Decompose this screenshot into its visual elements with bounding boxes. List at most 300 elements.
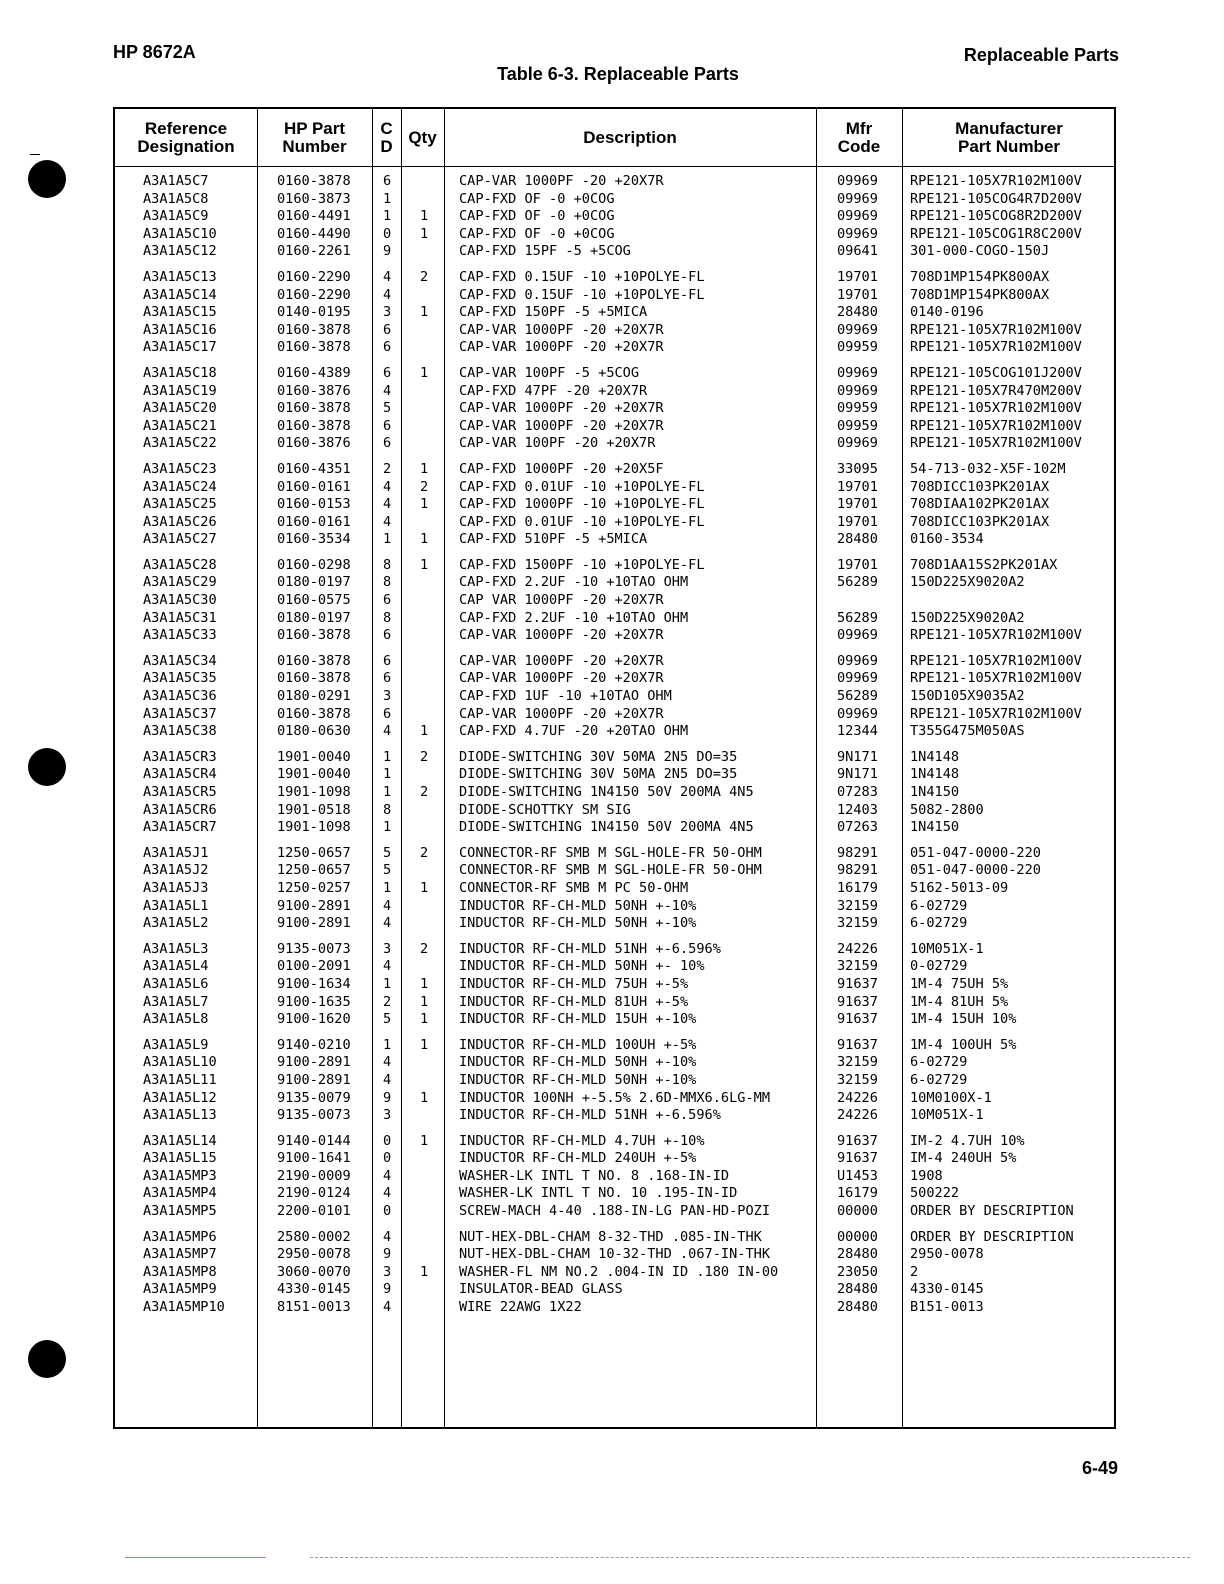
cell-mfr: 09969: [837, 652, 878, 669]
cell-mpn: 10M051X-1: [910, 940, 984, 957]
cell-cd: 1: [383, 766, 392, 783]
cell-mpn: 54-713-032-X5F-102M: [910, 460, 1066, 477]
cell-mfr: 28480: [837, 304, 878, 321]
table-row: [115, 1054, 1114, 1072]
cell-desc: CAP-FXD 1000PF -10 +10POLYE-FL: [459, 496, 705, 513]
table-row: [115, 1150, 1114, 1168]
cell-mfr: U1453: [837, 1167, 878, 1184]
cell-cd: 1: [383, 208, 392, 225]
table-row: [115, 1168, 1114, 1186]
cell-ref: A3A1A5L12: [143, 1089, 217, 1106]
table-row: [115, 1281, 1114, 1299]
cell-mpn: 150D105X9035A2: [910, 688, 1025, 705]
cell-ref: A3A1A5C9: [143, 208, 209, 225]
table-title: Table 6-3. Replaceable Parts: [497, 64, 739, 84]
cell-mfr: 32159: [837, 1071, 878, 1088]
cell-cd: 3: [383, 1263, 392, 1280]
cell-mpn: 10M0100X-1: [910, 1089, 992, 1106]
cell-cd: 4: [383, 958, 392, 975]
cell-mpn: T355G475M050AS: [910, 723, 1025, 740]
table-row: [115, 287, 1114, 305]
table-row: [115, 784, 1114, 802]
cell-ref: A3A1A5C36: [143, 688, 217, 705]
cell-ref: A3A1A5L4: [143, 958, 209, 975]
cell-cd: 9: [383, 243, 392, 260]
margin-mark: [30, 154, 40, 155]
cell-mpn: RPE121-105X7R102M100V: [910, 670, 1082, 687]
cell-mpn: 1M-4 75UH 5%: [910, 975, 1009, 992]
column-header-qty: Qty: [408, 127, 437, 147]
cell-ref: A3A1A5L7: [143, 993, 209, 1010]
cell-ref: A3A1A5C25: [143, 496, 217, 513]
cell-part: 9100-2891: [277, 915, 351, 932]
cell-mfr: 56289: [837, 609, 878, 626]
model-header: HP 8672A: [113, 42, 196, 62]
cell-mpn: 051-047-0000-220: [910, 844, 1041, 861]
cell-desc: CAP-FXD OF -0 +0COG: [459, 225, 615, 242]
row-group: [115, 1229, 1114, 1317]
cell-ref: A3A1A5C8: [143, 190, 209, 207]
cell-part: 1901-1098: [277, 819, 351, 836]
cell-desc: INDUCTOR RF-CH-MLD 4.7UH +-10%: [459, 1132, 705, 1149]
cell-desc: CAP-FXD 150PF -5 +5MICA: [459, 304, 648, 321]
cell-mpn: ORDER BY DESCRIPTION: [910, 1228, 1074, 1245]
cell-cd: 8: [383, 609, 392, 626]
cell-desc: CAP-FXD 1000PF -20 +20X5F: [459, 460, 664, 477]
cell-mfr: 19701: [837, 513, 878, 530]
cell-desc: INDUCTOR RF-CH-MLD 240UH +-5%: [459, 1150, 697, 1167]
cell-ref: A3A1A5C20: [143, 400, 217, 417]
cell-part: 1901-0518: [277, 801, 351, 818]
cell-cd: 8: [383, 801, 392, 818]
cell-part: 0160-0161: [277, 478, 351, 495]
table-row: [115, 418, 1114, 436]
table-row: [115, 976, 1114, 994]
cell-mfr: 12344: [837, 723, 878, 740]
table-row: [115, 208, 1114, 226]
cell-mfr: 28480: [837, 531, 878, 548]
cell-ref: A3A1A5MP5: [143, 1203, 217, 1220]
cell-ref: A3A1A5MP8: [143, 1263, 217, 1280]
table-row: [115, 688, 1114, 706]
cell-cd: 1: [383, 531, 392, 548]
cell-part: 0160-4389: [277, 364, 351, 381]
cell-qty: 1: [420, 556, 429, 573]
row-group: [115, 749, 1114, 837]
table-row: [115, 1090, 1114, 1108]
column-header-cd: C D: [380, 118, 393, 156]
parts-table: [113, 107, 1116, 1429]
table-row: [115, 322, 1114, 340]
cell-mpn: RPE121-105X7R102M100V: [910, 400, 1082, 417]
column-header-mfr-part-number: Manufacturer Part Number: [955, 118, 1063, 156]
cell-ref: A3A1A5L11: [143, 1071, 217, 1088]
cell-qty: 1: [420, 496, 429, 513]
cell-desc: INDUCTOR RF-CH-MLD 100UH +-5%: [459, 1036, 697, 1053]
cell-part: 0140-0195: [277, 304, 351, 321]
table-row: [115, 383, 1114, 401]
table-row: [115, 958, 1114, 976]
table-row: [115, 723, 1114, 741]
cell-mfr: 19701: [837, 478, 878, 495]
cell-mfr: 24226: [837, 1107, 878, 1124]
cell-ref: A3A1A5L3: [143, 940, 209, 957]
cell-mpn: 051-047-0000-220: [910, 862, 1041, 879]
cell-desc: CAP VAR 1000PF -20 +20X7R: [459, 592, 664, 609]
table-row: [115, 1133, 1114, 1151]
cell-part: 0160-3878: [277, 400, 351, 417]
cell-mfr: 28480: [837, 1299, 878, 1316]
cell-part: 0160-4351: [277, 460, 351, 477]
cell-ref: A3A1A5C18: [143, 364, 217, 381]
cell-mpn: 301-000-COGO-150J: [910, 243, 1050, 260]
table-row: [115, 749, 1114, 767]
cell-cd: 4: [383, 897, 392, 914]
cell-mfr: 09969: [837, 225, 878, 242]
table-row: [115, 304, 1114, 322]
table-row: [115, 479, 1114, 497]
cell-part: 9100-2891: [277, 897, 351, 914]
cell-desc: CAP-VAR 1000PF -20 +20X7R: [459, 627, 664, 644]
cell-mfr: 09969: [837, 173, 878, 189]
cell-cd: 6: [383, 417, 392, 434]
cell-desc: CAP-FXD 15PF -5 +5COG: [459, 243, 631, 260]
cell-mfr: 19701: [837, 556, 878, 573]
cell-cd: 6: [383, 173, 392, 189]
cell-cd: 4: [383, 286, 392, 303]
cell-part: 9135-0079: [277, 1089, 351, 1106]
cell-part: 0160-3878: [277, 173, 351, 189]
cell-part: 9100-2891: [277, 1054, 351, 1071]
cell-mfr: 16179: [837, 1185, 878, 1202]
cell-ref: A3A1A5C27: [143, 531, 217, 548]
cell-ref: A3A1A5L10: [143, 1054, 217, 1071]
table-row: [115, 1072, 1114, 1090]
cell-desc: CAP-VAR 1000PF -20 +20X7R: [459, 173, 664, 189]
cell-part: 9100-1635: [277, 993, 351, 1010]
cell-desc: CAP-VAR 100PF -20 +20X7R: [459, 435, 656, 452]
cell-part: 0180-0197: [277, 609, 351, 626]
cell-qty: 1: [420, 1132, 429, 1149]
cell-qty: 1: [420, 531, 429, 548]
cell-cd: 6: [383, 435, 392, 452]
cell-cd: 6: [383, 592, 392, 609]
cell-part: 0160-3876: [277, 435, 351, 452]
cell-mpn: 1N4150: [910, 819, 960, 836]
cell-desc: INDUCTOR RF-CH-MLD 51NH +-6.596%: [459, 940, 721, 957]
table-row: [115, 173, 1114, 191]
cell-mfr: 9N171: [837, 748, 878, 765]
table-row: [115, 226, 1114, 244]
row-group: [115, 173, 1114, 261]
cell-mpn: 0140-0196: [910, 304, 984, 321]
cell-ref: A3A1A5C37: [143, 705, 217, 722]
table-row: [115, 400, 1114, 418]
cell-mfr: 09969: [837, 382, 878, 399]
cell-mfr: 32159: [837, 1054, 878, 1071]
cell-mpn: 708DICC103PK201AX: [910, 478, 1050, 495]
cell-part: 0160-3878: [277, 321, 351, 338]
table-row: [115, 706, 1114, 724]
cell-cd: 3: [383, 940, 392, 957]
cell-cd: 4: [383, 496, 392, 513]
cell-ref: A3A1A5CR7: [143, 819, 217, 836]
cell-part: 9140-0210: [277, 1036, 351, 1053]
cell-cd: 5: [383, 862, 392, 879]
cell-qty: 1: [420, 723, 429, 740]
cell-part: 0160-3878: [277, 417, 351, 434]
cell-ref: A3A1A5L9: [143, 1036, 209, 1053]
section-header: Replaceable Parts: [963, 45, 1119, 65]
cell-mpn: 708D1AA15S2PK201AX: [910, 556, 1058, 573]
cell-qty: 1: [420, 225, 429, 242]
table-row: [115, 670, 1114, 688]
cell-cd: 9: [383, 1246, 392, 1263]
table-row: [115, 653, 1114, 671]
cell-mpn: 708DICC103PK201AX: [910, 513, 1050, 530]
cell-part: 0100-2091: [277, 958, 351, 975]
cell-mpn: 1M-4 81UH 5%: [910, 993, 1009, 1010]
cell-qty: 1: [420, 1011, 429, 1028]
cell-desc: SCREW-MACH 4-40 .188-IN-LG PAN-HD-POZI: [459, 1203, 770, 1220]
cell-part: 1901-0040: [277, 748, 351, 765]
cell-cd: 0: [383, 1132, 392, 1149]
cell-part: 2580-0002: [277, 1228, 351, 1245]
cell-mfr: 32159: [837, 958, 878, 975]
cell-cd: 1: [383, 879, 392, 896]
table-row: [115, 1037, 1114, 1055]
cell-desc: INDUCTOR RF-CH-MLD 50NH +-10%: [459, 1054, 697, 1071]
cell-part: 0160-3878: [277, 627, 351, 644]
cell-mpn: 6-02729: [910, 897, 968, 914]
cell-desc: CAP-FXD 1500PF -10 +10POLYE-FL: [459, 556, 705, 573]
cell-mpn: 2: [910, 1263, 919, 1280]
cell-mfr: 09959: [837, 400, 878, 417]
cell-cd: 4: [383, 1167, 392, 1184]
cell-qty: 1: [420, 1036, 429, 1053]
cell-mfr: 91637: [837, 1150, 878, 1167]
cell-mpn: 500222: [910, 1185, 960, 1202]
cell-cd: 8: [383, 556, 392, 573]
table-row: [115, 802, 1114, 820]
cell-mfr: 91637: [837, 1011, 878, 1028]
cell-mpn: RPE121-105X7R102M100V: [910, 435, 1082, 452]
header-divider: [115, 166, 1114, 167]
table-row: [115, 1229, 1114, 1247]
cell-ref: A3A1A5C33: [143, 627, 217, 644]
cell-ref: A3A1A5C16: [143, 321, 217, 338]
cell-mfr: 32159: [837, 915, 878, 932]
table-row: [115, 365, 1114, 383]
cell-mfr: 16179: [837, 879, 878, 896]
cell-ref: A3A1A5L1: [143, 897, 209, 914]
row-group: [115, 461, 1114, 549]
cell-mpn: 6-02729: [910, 1054, 968, 1071]
cell-desc: INDUCTOR RF-CH-MLD 50NH +-10%: [459, 915, 697, 932]
cell-mfr: 91637: [837, 1036, 878, 1053]
table-body: [115, 173, 1114, 1325]
cell-cd: 1: [383, 190, 392, 207]
table-row: [115, 1246, 1114, 1264]
cell-mfr: 91637: [837, 1132, 878, 1149]
cell-cd: 3: [383, 1107, 392, 1124]
table-row: [115, 941, 1114, 959]
cell-mpn: RPE121-105X7R102M100V: [910, 417, 1082, 434]
cell-ref: A3A1A5C28: [143, 556, 217, 573]
cell-part: 9140-0144: [277, 1132, 351, 1149]
cell-mfr: 09969: [837, 364, 878, 381]
cell-qty: 1: [420, 975, 429, 992]
cell-mpn: 0-02729: [910, 958, 968, 975]
row-group: [115, 845, 1114, 933]
cell-part: 2950-0078: [277, 1246, 351, 1263]
cell-desc: INDUCTOR RF-CH-MLD 50NH +- 10%: [459, 958, 705, 975]
cell-mfr: 09969: [837, 208, 878, 225]
cell-mfr: 09969: [837, 435, 878, 452]
cell-part: 0180-0291: [277, 688, 351, 705]
cell-desc: DIODE-SWITCHING 30V 50MA 2N5 DO=35: [459, 766, 738, 783]
cell-part: 0160-3873: [277, 190, 351, 207]
cell-part: 9135-0073: [277, 1107, 351, 1124]
cell-mpn: RPE121-105COG4R7D200V: [910, 190, 1082, 207]
cell-cd: 2: [383, 460, 392, 477]
cell-cd: 0: [383, 225, 392, 242]
cell-mfr: 00000: [837, 1203, 878, 1220]
cell-ref: A3A1A5C12: [143, 243, 217, 260]
cell-mpn: RPE121-105X7R102M100V: [910, 652, 1082, 669]
cell-mpn: RPE121-105COG101J200V: [910, 364, 1082, 381]
table-row: [115, 845, 1114, 863]
cell-qty: 1: [420, 1263, 429, 1280]
cell-mfr: 09959: [837, 417, 878, 434]
cell-mpn: 0160-3534: [910, 531, 984, 548]
cell-cd: 1: [383, 819, 392, 836]
cell-ref: A3A1A5C35: [143, 670, 217, 687]
cell-desc: CAP-FXD 1UF -10 +10TAO OHM: [459, 688, 672, 705]
table-row: [115, 1011, 1114, 1029]
cell-desc: INDUCTOR 100NH +-5.5% 2.6D-MMX6.6LG-MM: [459, 1089, 770, 1106]
footer-line: [125, 1557, 266, 1558]
cell-desc: CONNECTOR-RF SMB M PC 50-OHM: [459, 879, 689, 896]
cell-desc: CAP-FXD OF -0 +0COG: [459, 190, 615, 207]
binder-hole-bottom: [28, 1340, 66, 1378]
cell-cd: 1: [383, 975, 392, 992]
cell-ref: A3A1A5C10: [143, 225, 217, 242]
cell-mfr: 07263: [837, 819, 878, 836]
cell-desc: CAP-FXD 4.7UF -20 +20TAO OHM: [459, 723, 689, 740]
cell-qty: 1: [420, 208, 429, 225]
cell-desc: CAP-FXD 0.01UF -10 +10POLYE-FL: [459, 513, 705, 530]
cell-cd: 2: [383, 993, 392, 1010]
table-row: [115, 191, 1114, 209]
cell-mfr: 9N171: [837, 766, 878, 783]
cell-mpn: RPE121-105X7R102M100V: [910, 705, 1082, 722]
cell-ref: A3A1A5C34: [143, 652, 217, 669]
cell-mpn: 150D225X9020A2: [910, 574, 1025, 591]
cell-part: 0160-4491: [277, 208, 351, 225]
cell-qty: 2: [420, 748, 429, 765]
cell-mpn: 1M-4 15UH 10%: [910, 1011, 1017, 1028]
cell-part: 1901-0040: [277, 766, 351, 783]
column-header-part-number: HP Part Number: [282, 118, 347, 156]
cell-part: 0160-3876: [277, 382, 351, 399]
table-row: [115, 269, 1114, 287]
cell-desc: NUT-HEX-DBL-CHAM 10-32-THD .067-IN-THK: [459, 1246, 770, 1263]
cell-mfr: 32159: [837, 897, 878, 914]
cell-mfr: 98291: [837, 862, 878, 879]
cell-ref: A3A1A5CR3: [143, 748, 217, 765]
cell-qty: 1: [420, 364, 429, 381]
cell-cd: 0: [383, 1150, 392, 1167]
table-row: [115, 1107, 1114, 1125]
cell-desc: INDUCTOR RF-CH-MLD 81UH +-5%: [459, 993, 689, 1010]
table-row: [115, 1185, 1114, 1203]
cell-mpn: 6-02729: [910, 915, 968, 932]
cell-qty: 2: [420, 940, 429, 957]
table-row: [115, 1299, 1114, 1317]
cell-part: 0160-0298: [277, 556, 351, 573]
cell-mpn: 1M-4 100UH 5%: [910, 1036, 1017, 1053]
table-row: [115, 574, 1114, 592]
cell-part: 9100-1641: [277, 1150, 351, 1167]
cell-part: 1250-0657: [277, 844, 351, 861]
cell-part: 0160-3534: [277, 531, 351, 548]
cell-desc: CAP-FXD 510PF -5 +5MICA: [459, 531, 648, 548]
cell-ref: A3A1A5C31: [143, 609, 217, 626]
cell-desc: DIODE-SWITCHING 1N4150 50V 200MA 4N5: [459, 819, 754, 836]
cell-part: 0160-0575: [277, 592, 351, 609]
cell-mpn: 5082-2800: [910, 801, 984, 818]
cell-mpn: 5162-5013-09: [910, 879, 1009, 896]
cell-mpn: RPE121-105X7R102M100V: [910, 339, 1082, 356]
cell-desc: WASHER-FL NM NO.2 .004-IN ID .180 IN-00: [459, 1263, 779, 1280]
cell-cd: 5: [383, 844, 392, 861]
cell-qty: 1: [420, 879, 429, 896]
table-row: [115, 531, 1114, 549]
cell-desc: CAP-FXD 0.15UF -10 +10POLYE-FL: [459, 286, 705, 303]
cell-desc: WASHER-LK INTL T NO. 10 .195-IN-ID: [459, 1185, 738, 1202]
row-group: [115, 1037, 1114, 1125]
cell-mpn: B151-0013: [910, 1299, 984, 1316]
cell-cd: 9: [383, 1281, 392, 1298]
cell-part: 0160-3878: [277, 705, 351, 722]
cell-ref: A3A1A5C30: [143, 592, 217, 609]
cell-desc: CAP-VAR 1000PF -20 +20X7R: [459, 652, 664, 669]
cell-desc: CAP-VAR 1000PF -20 +20X7R: [459, 670, 664, 687]
cell-cd: 4: [383, 1228, 392, 1245]
cell-cd: 4: [383, 1071, 392, 1088]
cell-desc: INDUCTOR RF-CH-MLD 50NH +-10%: [459, 1071, 697, 1088]
cell-mpn: 1N4148: [910, 748, 960, 765]
cell-desc: CONNECTOR-RF SMB M SGL-HOLE-FR 50-OHM: [459, 844, 762, 861]
cell-mpn: 1N4150: [910, 784, 960, 800]
cell-mfr: 09969: [837, 670, 878, 687]
cell-ref: A3A1A5C13: [143, 268, 217, 285]
cell-cd: 6: [383, 705, 392, 722]
cell-cd: 4: [383, 1299, 392, 1316]
cell-mfr: 12403: [837, 801, 878, 818]
cell-part: 0160-2261: [277, 243, 351, 260]
table-row: [115, 243, 1114, 261]
cell-qty: 2: [420, 268, 429, 285]
cell-cd: 0: [383, 1203, 392, 1220]
cell-part: 9135-0073: [277, 940, 351, 957]
cell-desc: CAP-FXD 0.01UF -10 +10POLYE-FL: [459, 478, 705, 495]
cell-mpn: RPE121-105COG8R2D200V: [910, 208, 1082, 225]
cell-part: 0180-0197: [277, 574, 351, 591]
cell-mfr: 24226: [837, 1089, 878, 1106]
cell-qty: 1: [420, 304, 429, 321]
